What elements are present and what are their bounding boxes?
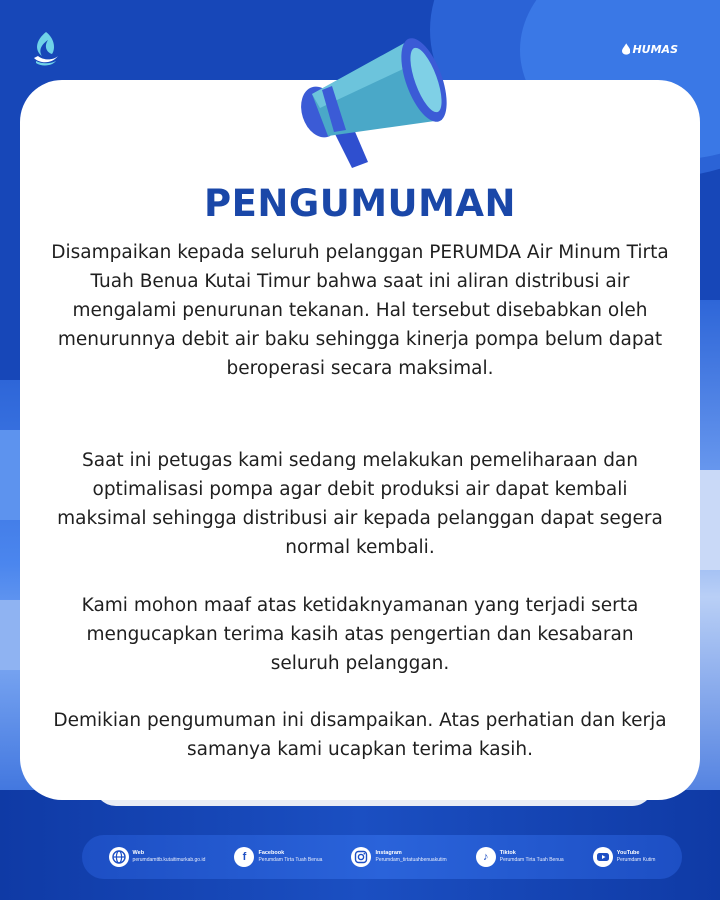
footer-label: Instagram [375, 850, 402, 856]
footer-item-facebook[interactable] [234, 847, 322, 867]
announcement-paragraph: Disampaikan kepada seluruh pelanggan PERUMDA Air Minum Tirta Tuah Benua Kutai Timur bahwa saat ini aliran distribusi air mengalami penurunan tekanan. Hal tersebut disebabkan oleh menurunnya debit air baku sehingga kinerja pompa belum dapat beroperasi secara maksimal. [51, 242, 669, 379]
announcement-paragraph: Saat ini petugas kami sedang melakukan pemeliharaan dan optimalisasi pompa agar debit produksi air dapat kembali maksimal sehingga distribusi air kepada pelanggan dapat segera normal kembali. [57, 450, 663, 558]
humas-logo-text: HUMAS [632, 42, 678, 56]
announcement-title: PENGUMUMAN [203, 182, 517, 225]
footer-value: Perumdam Tirta Tuah Benua [499, 857, 564, 863]
perumda-logo-icon [30, 30, 60, 68]
footer-label: Web [132, 850, 145, 856]
facebook-icon: f [234, 847, 254, 867]
water-drop-icon [622, 41, 630, 57]
footer-item-instagram[interactable] [351, 847, 446, 867]
social-media-footer [82, 835, 682, 879]
globe-icon [109, 847, 129, 867]
footer-label: Tiktok [499, 850, 516, 856]
announcement-paragraph: Demikian pengumuman ini disampaikan. Atas perhatian dan kerja samanya kami ucapkan terima kasih. [53, 710, 667, 760]
youtube-icon [593, 847, 613, 867]
footer-item-web[interactable] [109, 847, 206, 867]
announcement-paragraph: Kami mohon maaf atas ketidaknyamanan yang terjadi serta mengucapkan terima kasih atas pengertian dan kesabaran seluruh pelanggan. [81, 595, 639, 674]
footer-value: Perumdam_tirtatuahbenuakutim [375, 857, 447, 863]
footer-value: Perumdam Kutim [616, 857, 656, 863]
footer-item-youtube[interactable] [593, 847, 656, 867]
footer-value: perumdamttb.kutaitimurkab.go.id [132, 857, 206, 863]
footer-value: Perumdam Tirta Tuah Benua [258, 857, 323, 863]
tiktok-icon: ♪ [476, 847, 496, 867]
humas-logo [622, 38, 678, 60]
megaphone-icon [292, 28, 452, 178]
instagram-icon [351, 847, 371, 867]
footer-label: YouTube [616, 850, 640, 856]
footer-item-tiktok[interactable] [476, 847, 564, 867]
footer-label: Facebook [258, 850, 285, 856]
